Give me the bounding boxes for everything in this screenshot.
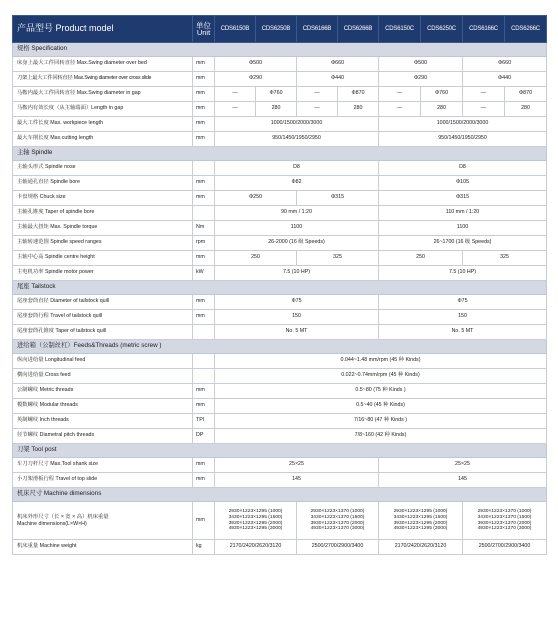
cell-value: 950/1450/1950/2950 [379, 132, 547, 147]
cell-value: 325 [463, 251, 547, 266]
row-label: 纵向进给量 Longitudinal feed [13, 354, 193, 369]
model-cds6266b: CDS6266B [338, 16, 379, 43]
dimension-line: 3930×1223×1370 (2000) [477, 520, 532, 526]
cell-value: 7/8~160 (42 种 Kinds) [215, 429, 547, 444]
cell-value: Φ660 [297, 57, 379, 72]
section-title: 机床尺寸 Machine dimensions [13, 488, 547, 502]
model-cds6250c: CDS6250C [421, 16, 463, 43]
section-tailstock [13, 281, 547, 295]
model-cds6150b: CDS6150B [215, 16, 256, 43]
cell-value: 150 [215, 310, 379, 325]
cell-value: 26-2000 (16 级 Speeds) [215, 236, 379, 251]
row-unit: mm [193, 132, 215, 147]
row-label: 横向进给量 Cross feed [13, 369, 193, 384]
cell-value: Φ500 [379, 57, 463, 72]
dimensions-cell [463, 502, 547, 540]
dimension-line: 3430×1223×1295 (1500) [393, 514, 448, 520]
model-cds6166c: CDS6166C [463, 16, 505, 43]
cell-value: 145 [379, 473, 547, 488]
row-unit: mm [193, 57, 215, 72]
section-feeds-threads [13, 340, 547, 354]
dimension-line: 4930×1223×1370 (3000) [310, 526, 365, 532]
table-row [13, 414, 547, 429]
table-row [13, 161, 547, 176]
table-row [13, 429, 547, 444]
row-unit: mm [193, 295, 215, 310]
cell-value: 90 mm / 1:20 [215, 206, 379, 221]
row-label: 最大工件长度 Max. workpiece length [13, 117, 193, 132]
dimensions-label-en: Machine dimensions(L×W×H) [17, 520, 87, 527]
cell-value: — [379, 102, 421, 117]
table-row [13, 102, 547, 117]
row-unit: mm [193, 251, 215, 266]
cell-value: 280 [338, 102, 379, 117]
row-label: 径节螺纹 Diametral pitch threads [13, 429, 193, 444]
cell-value: — [379, 87, 421, 102]
row-unit: kW [193, 266, 215, 281]
header-row [13, 16, 547, 43]
model-cds6250b: CDS6250B [256, 16, 297, 43]
cell-value: Φ75 [215, 295, 379, 310]
row-label: 车刀刀杆尺寸 Max.Tool shank size [13, 458, 193, 473]
row-label: 英制螺纹 Inch threads [13, 414, 193, 429]
table-row [13, 266, 547, 281]
cell-value: Φ315 [297, 191, 379, 206]
cell-value: — [463, 87, 505, 102]
section-title: 主轴 Spindle [13, 147, 547, 161]
row-unit: Nm [193, 221, 215, 236]
table-row [13, 132, 547, 147]
row-unit: mm [193, 502, 215, 540]
row-label: 模数螺纹 Modular threads [13, 399, 193, 414]
dimension-line: 3430×1223×1295 (1500) [228, 514, 283, 520]
row-unit: mm [193, 310, 215, 325]
row-unit: mm [193, 399, 215, 414]
row-unit: mm [193, 473, 215, 488]
cell-value: 1100 [215, 221, 379, 236]
dimension-line: 2930×1223×1295 (1000) [228, 509, 283, 515]
cell-value: — [297, 102, 338, 117]
cell-value: 2500/2700/2900/3400 [463, 540, 547, 555]
section-spindle [13, 147, 547, 161]
table-row [13, 251, 547, 266]
cell-value: 250 [379, 251, 463, 266]
row-label: 主轴最大扭矩 Max. Spindle torque [13, 221, 193, 236]
dimension-line: 4930×1223×1295 (3000) [393, 526, 448, 532]
cell-value: 2170/2420/2620/3120 [215, 540, 297, 555]
row-unit: rpm [193, 236, 215, 251]
cell-value: Φ105 [379, 176, 547, 191]
cell-value: Φ870 [505, 87, 547, 102]
cell-value: Φ440 [463, 72, 547, 87]
row-label: 马鞍内最大工件回转直径 Max.Swing diameter in gap [13, 87, 193, 102]
section-title: 进给箱（公制丝杠）Feeds&Threads (metric screw ) [13, 340, 547, 354]
cell-value: 250 [215, 251, 297, 266]
cell-value: 145 [215, 473, 379, 488]
specification-table [12, 15, 547, 555]
cell-value: 0.5~40 (45 种 Kinds) [215, 399, 547, 414]
model-cds6266c: CDS6266C [505, 16, 547, 43]
cell-value: 25×25 [215, 458, 379, 473]
cell-value: Φ290 [379, 72, 463, 87]
cell-value: 280 [256, 102, 297, 117]
cell-value: Φ760 [256, 87, 297, 102]
cell-value: D8 [379, 161, 547, 176]
dimension-line: 2930×1223×1295 (1000) [393, 509, 448, 515]
spec-table-container [12, 15, 546, 555]
row-label [13, 502, 193, 540]
cell-value: — [215, 87, 256, 102]
table-row [13, 236, 547, 251]
cell-value: 1000/1500/2000/3000 [215, 117, 379, 132]
row-unit [193, 369, 215, 384]
row-label: 主轴头形式 Spindle nose [13, 161, 193, 176]
table-row [13, 354, 547, 369]
row-unit: mm [193, 72, 215, 87]
unit-header: 单位 Unit [193, 16, 215, 43]
row-unit: mm [193, 458, 215, 473]
cell-value: — [215, 102, 256, 117]
cell-value: 110 mm / 1:20 [379, 206, 547, 221]
row-unit: mm [193, 191, 215, 206]
cell-value: No. 5 MT [379, 325, 547, 340]
table-row [13, 473, 547, 488]
dimensions-cell [379, 502, 463, 540]
cell-value: Φ82 [215, 176, 379, 191]
table-row [13, 310, 547, 325]
table-row [13, 369, 547, 384]
cell-value: 280 [505, 102, 547, 117]
table-row [13, 540, 547, 555]
table-row [13, 221, 547, 236]
row-unit [193, 354, 215, 369]
section-title: 规格 Specification [13, 43, 547, 57]
row-label: 主轴转速范围 Spindle speed ranges [13, 236, 193, 251]
table-row [13, 295, 547, 310]
row-unit: kg [193, 540, 215, 555]
dimension-line: 3430×1223×1370 (1500) [477, 514, 532, 520]
cell-value: 7.5 (10 HP) [215, 266, 379, 281]
row-label: 主电机功率 Spindle motor power [13, 266, 193, 281]
cell-value: 7/16~80 (47 种 Kinds ) [215, 414, 547, 429]
cell-value: Φ760 [421, 87, 463, 102]
cell-value: Φ440 [297, 72, 379, 87]
cell-value: 1000/1500/2000/3000 [379, 117, 547, 132]
cell-value: Φ500 [215, 57, 297, 72]
cell-value: 0.5~80 (75 种 Kinds ) [215, 384, 547, 399]
section-title: 刀架 Tool post [13, 444, 547, 458]
dimension-line: 4930×1223×1370 (3000) [477, 526, 532, 532]
row-unit [193, 206, 215, 221]
row-unit: TPI [193, 414, 215, 429]
cell-value: 325 [297, 251, 379, 266]
cell-value: — [297, 87, 338, 102]
cell-value: Φ250 [215, 191, 297, 206]
cell-value: Φ290 [215, 72, 297, 87]
cell-value: D8 [215, 161, 379, 176]
row-label: 刀架上最大工件回转直径 Max.Swing diameter over cross slide [13, 72, 193, 87]
row-unit: mm [193, 87, 215, 102]
cell-value: 950/1450/1950/2950 [215, 132, 379, 147]
row-label: 机床重量 Machine weight [13, 540, 193, 555]
cell-value: No. 5 MT [215, 325, 379, 340]
table-row [13, 191, 547, 206]
table-row [13, 399, 547, 414]
row-label: 尾座套筒行程 Travel of tailstock quill [13, 310, 193, 325]
row-label: 主轴中心高 Spindle centre height [13, 251, 193, 266]
dimension-line: 3930×1223×1370 (2000) [310, 520, 365, 526]
table-row [13, 384, 547, 399]
cell-value: 150 [379, 310, 547, 325]
cell-value: Φ660 [463, 57, 547, 72]
row-label: 马鞍内有效长度（从主轴端面）Length in gap [13, 102, 193, 117]
cell-value: 2170/2420/2620/3120 [379, 540, 463, 555]
cell-value: Φ870 [338, 87, 379, 102]
table-row [13, 72, 547, 87]
row-unit: mm [193, 117, 215, 132]
dimension-line: 4930×1223×1295 (3000) [228, 526, 283, 532]
table-row [13, 117, 547, 132]
section-tool-post [13, 444, 547, 458]
cell-value: 1100 [379, 221, 547, 236]
cell-value: 0.022~0.74mm/rpm (45 种 Kinds) [215, 369, 547, 384]
row-unit [193, 161, 215, 176]
dimension-line: 2930×1223×1370 (1000) [310, 509, 365, 515]
cell-value: 26~1700 (16 级 Speeds) [379, 236, 547, 251]
dimension-line: 3930×1223×1295 (2000) [393, 520, 448, 526]
table-row [13, 206, 547, 221]
table-row [13, 87, 547, 102]
row-unit: mm [193, 384, 215, 399]
cell-value: 25×25 [379, 458, 547, 473]
section-specification [13, 43, 547, 57]
dimension-line: 3430×1223×1370 (1500) [310, 514, 365, 520]
row-label: 最大车削长度 Max.cutting length [13, 132, 193, 147]
product-model-title: 产品型号 Product model [13, 16, 193, 43]
section-title: 尾座 Tailstock [13, 281, 547, 295]
row-label: 尾座套筒孔锥度 Taper of tailstock quill [13, 325, 193, 340]
row-unit [193, 325, 215, 340]
row-label: 床身上最大工件回转直径 Max.Swing diameter over bed [13, 57, 193, 72]
row-unit: mm [193, 102, 215, 117]
table-row [13, 325, 547, 340]
table-row [13, 57, 547, 72]
table-row [13, 458, 547, 473]
cell-value: Φ315 [379, 191, 547, 206]
cell-value: 0.044~1.48 mm/rpm (45 种 Kinds) [215, 354, 547, 369]
row-label: 公制螺纹 Metric threads [13, 384, 193, 399]
model-cds6150c: CDS6150C [379, 16, 421, 43]
cell-value: — [463, 102, 505, 117]
table-row [13, 502, 547, 540]
cell-value: Φ75 [379, 295, 547, 310]
table-row [13, 176, 547, 191]
row-unit: DP [193, 429, 215, 444]
row-label: 主轴孔锥度 Taper of spindle bore [13, 206, 193, 221]
row-label: 卡盘规格 Chuck size [13, 191, 193, 206]
dimension-line: 2930×1223×1370 (1000) [477, 509, 532, 515]
dimension-line: 3930×1223×1295 (2000) [228, 520, 283, 526]
row-label: 主轴通孔直径 Spindle bore [13, 176, 193, 191]
cell-value: 2500/2700/2900/3400 [297, 540, 379, 555]
cell-value: 7.5 (10 HP) [379, 266, 547, 281]
dimensions-cell [215, 502, 297, 540]
cell-value: 280 [421, 102, 463, 117]
row-unit: mm [193, 176, 215, 191]
model-cds6166b: CDS6166B [297, 16, 338, 43]
dimensions-cell [297, 502, 379, 540]
section-machine-dimensions [13, 488, 547, 502]
row-label: 尾座套筒直径 Diameter of tailstock quill [13, 295, 193, 310]
row-label: 小刀架滑板行程 Travel of top slide [13, 473, 193, 488]
dimensions-label-cn: 机床外形尺寸（长 × 宽 × 高）机床重量 [17, 513, 109, 520]
